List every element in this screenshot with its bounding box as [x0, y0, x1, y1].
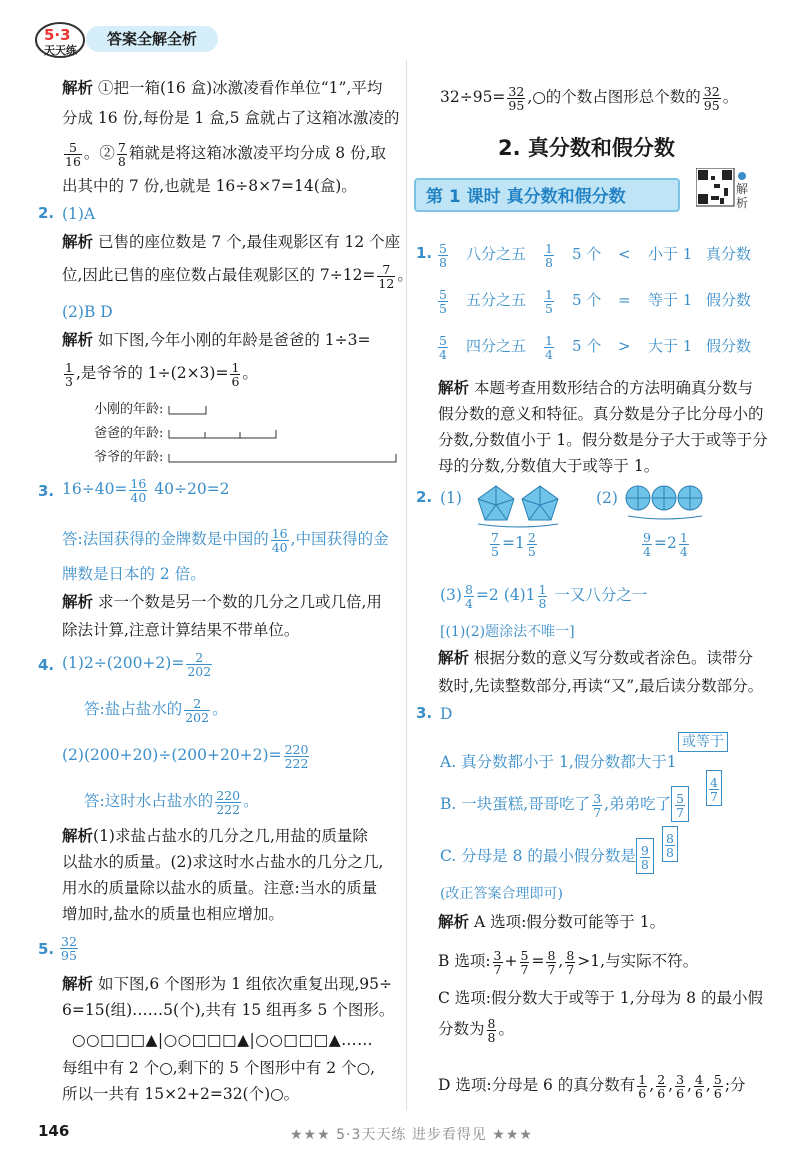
page-number: 146: [38, 1122, 70, 1140]
svg-text:天天练: 天天练: [44, 44, 77, 57]
q3-analysis-line2: B 选项: $\frac{3}{7}$ + $\frac{5}{7}$ = $\frac{8}{7}$ , $\frac{8}{7}$ >1,与实际不符。: [438, 947, 699, 977]
q3-option-a-correction: 或等于: [678, 732, 728, 752]
question-number: 4.: [38, 656, 55, 674]
fraction-kind: 假分数: [706, 291, 752, 309]
question-number: 3.: [38, 482, 55, 500]
q2-part2-answer: $\frac{9}{4}$ =2 $\frac{1}{4}$: [643, 529, 688, 559]
question-number: 5.: [38, 940, 55, 958]
lesson-title-bar: 第 1 课时 真分数和假分数: [414, 178, 680, 212]
unit-count: 5 个: [572, 337, 602, 355]
footer-slogan: ★★★ 5·3天天练 进步看得见 ★★★: [290, 1127, 533, 1143]
brand-logo: [34, 18, 86, 60]
fraction: $\frac{5}{5}$: [439, 286, 447, 316]
header-badge: 答案全解全析: [86, 26, 218, 52]
q1-analysis-line3: 分数,分数值小于 1。假分数是分子大于或等于分: [438, 431, 768, 449]
unit-count: 5 个: [572, 291, 602, 309]
q3-note: (改正答案合理即可): [440, 886, 563, 902]
q4-answer-2: (2)(200+20)÷(200+20+2)= $\frac{220}{222}$: [62, 741, 309, 771]
question-number: 2.: [416, 488, 433, 506]
fraction-reading: 八分之五: [466, 245, 527, 263]
q1-analysis-line1: 解析 ①把一箱(16 盒)冰激凌看作单位“1”,平均: [62, 79, 383, 97]
fraction: $\frac{2}{6}$: [657, 1071, 666, 1101]
q3-option-b: B. 一块蛋糕,哥哥吃了 $\frac{3}{7}$ ,弟弟吃了 $\frac{5}{7}$: [440, 786, 689, 822]
comparison-sign: <: [618, 245, 631, 263]
q2-analysis-line3: 解析 如下图,今年小刚的年龄是爸爸的 1÷3=: [62, 331, 371, 349]
pentagon-figures: [474, 482, 566, 532]
q2-part3-4-answer: (3) $\frac{8}{4}$ =2 (4)1 $\frac{1}{8}$ 一又八分之一: [440, 581, 648, 611]
q4-analysis-line4: 增加时,盐水的质量也相应增加。: [62, 905, 284, 923]
fraction: $\frac{3}{6}$: [676, 1071, 685, 1101]
circle-figures: [624, 484, 720, 528]
unit-fraction: $\frac{1}{8}$: [545, 240, 553, 270]
q2-part1-label: (1): [440, 489, 462, 507]
age-diagram: 小刚的年龄: 爸爸的年龄: 爷爷的年龄:: [94, 398, 398, 470]
fraction-kind: 假分数: [706, 337, 752, 355]
q2-analysis-line2: 位,因此已售的座位数占最佳观影区的 7÷12= $\frac{7}{12}$ 。: [62, 261, 413, 291]
q2-part1-answer: $\frac{7}{5}$ =1 $\frac{2}{5}$: [491, 529, 536, 559]
q5-answer: $\frac{32}{95}$: [61, 933, 77, 963]
shape-sequence: ○○□□□▲|○○□□□▲|○○□□□▲……: [72, 1031, 374, 1049]
fraction: $\frac{4}{6}$: [694, 1071, 703, 1101]
q4-answer-sentence-2: 答:这时水占盐水的 $\frac{220}{222}$ 。: [84, 787, 259, 817]
column-divider: [406, 60, 407, 1110]
fraction: $\frac{1}{6}$: [638, 1071, 647, 1101]
qr-label: 解析: [736, 182, 749, 210]
q3-analysis-line4: 分数为 $\frac{8}{8}$ 。: [438, 1015, 514, 1045]
unit-count: 5 个: [572, 245, 602, 263]
q3-option-b-correction: $\frac{4}{7}$: [706, 770, 722, 806]
q4-answer-sentence-1: 答:盐占盐水的 $\frac{2}{202}$ 。: [84, 695, 228, 725]
q2-analysis-line4: $\frac{1}{3}$ ,是爷爷的 1÷(2×3)= $\frac{1}{6}$ 。: [65, 359, 258, 389]
fraction: $\frac{5}{8}$: [439, 240, 447, 270]
q4-analysis-line2: 以盐水的质量。(2)求这时水占盐水的几分之几,: [62, 853, 384, 871]
q3-answer-sentence-1: 答:法国获得的金牌数是中国的 $\frac{16}{40}$ ,中国获得的金: [62, 525, 389, 555]
q2-analysis-line1: 解析 根据分数的意义写分数或者涂色。读带分: [438, 649, 753, 667]
wrong-fraction: $\frac{5}{7}$: [676, 790, 685, 820]
q5-analysis-line2: 6=15(组)……5(个),共有 15 组再多 5 个图形。: [62, 1001, 395, 1019]
fraction: $\frac{5}{4}$: [439, 332, 447, 362]
question-number: 1.: [416, 244, 433, 262]
q3-option-c: C. 分母是 8 的最小假分数是 $\frac{9}{8}$: [440, 838, 654, 874]
question-number: 3.: [416, 704, 433, 722]
fraction: $\frac{7}{8}$: [117, 139, 126, 169]
fraction: $\frac{5}{16}$: [65, 139, 81, 169]
q2-part2-label: (2): [596, 489, 618, 507]
relation-to-one: 小于 1: [648, 245, 693, 263]
q3-option-a: A. 真分数都小于 1,假分数都大于1: [440, 753, 677, 771]
q3-analysis-line1: 解析 求一个数是另一个数的几分之几或几倍,用: [62, 593, 382, 611]
q5-analysis-line1: 解析 如下图,6 个图形为 1 组依次重复出现,95÷: [62, 975, 393, 993]
q1-analysis-line1: 解析 本题考查用数形结合的方法明确真分数与: [438, 379, 753, 397]
q3-analysis-line3: C 选项:假分数大于或等于 1,分母为 8 的最小假: [438, 989, 763, 1007]
q4-analysis-line3: 用水的质量除以盐水的质量。注意:当水的质量: [62, 879, 378, 897]
q3-answer: 16÷40= $\frac{16}{40}$ 40÷20=2: [62, 475, 230, 505]
q2-note: [(1)(2)题涂法不唯一]: [440, 624, 575, 640]
q3-analysis-line2: 除法计算,注意计算结果不带单位。: [62, 621, 300, 639]
relation-to-one: 大于 1: [648, 337, 693, 355]
q1-analysis-line2: 假分数的意义和特征。真分数是分子比分母小的: [438, 405, 764, 423]
q1-analysis-line3: $\frac{5}{16}$ 。② $\frac{7}{8}$ 箱就是将这箱冰激凌平均分成 8 份,取: [65, 139, 387, 169]
comparison-sign: =: [618, 291, 631, 309]
q1-analysis-line4: 母的分数,分数值大于或等于 1。: [438, 457, 660, 475]
fraction-reading: 五分之五: [466, 291, 527, 309]
q2-answer-2: (2)B D: [62, 303, 113, 321]
q5-continued: 32÷95= $\frac{32}{95}$ ,○的个数占图形总个数的 $\frac{32}{95}$ 。: [440, 83, 739, 113]
q3-answer: D: [440, 705, 453, 723]
q2-analysis-line1: 解析 已售的座位数是 7 个,最佳观影区有 12 个座: [62, 233, 401, 251]
q3-analysis-line5: D 选项:分母是 6 的真分数有 $\frac{1}{6}$ , $\frac{2}{6}$ , $\frac{3}{6}$ , $\frac{4}{6}$ , $\frac{5}{6}$ ;分: [438, 1071, 746, 1101]
relation-to-one: 等于 1: [648, 291, 693, 309]
q5-analysis-line3: 每组中有 2 个○,剩下的 5 个图形中有 2 个○,: [62, 1059, 376, 1077]
unit-fraction: $\frac{1}{5}$: [545, 286, 553, 316]
q5-analysis-line4: 所以一共有 15×2+2=32(个)○。: [62, 1085, 300, 1103]
qr-code-icon[interactable]: [696, 168, 748, 220]
q1-analysis-line4: 出其中的 7 份,也就是 16÷8×7=14(盒)。: [62, 177, 357, 195]
q1-row: [436, 234, 766, 274]
fraction-kind: 真分数: [706, 245, 752, 263]
q1-analysis-line2: 分成 16 份,每份是 1 盒,5 盒就占了这箱冰激凌的: [62, 109, 400, 127]
q3-answer-sentence-2: 牌数是日本的 2 倍。: [62, 565, 206, 583]
q2-analysis-line2: 数时,先读整数部分,再读“又”,最后读分数部分。: [438, 677, 764, 695]
q3-analysis-line1: 解析 A 选项:假分数可能等于 1。: [438, 913, 666, 931]
q3-option-c-correction: $\frac{8}{8}$: [662, 826, 678, 862]
q1-row: [436, 280, 766, 320]
comparison-sign: >: [618, 337, 631, 355]
fraction: $\frac{5}{6}$: [713, 1071, 722, 1101]
unit-fraction: $\frac{1}{4}$: [545, 332, 553, 362]
q4-analysis-line1: 解析(1)求盐占盐水的几分之几,用盐的质量除: [62, 827, 368, 845]
question-number: 2.: [38, 204, 55, 222]
q2-answer-1: (1)A: [62, 205, 96, 223]
fraction-reading: 四分之五: [466, 337, 527, 355]
q1-row: [436, 326, 766, 366]
wrong-fraction: $\frac{9}{8}$: [640, 842, 649, 872]
svg-text:5·3: 5·3: [44, 26, 71, 44]
q4-answer-1: (1)2÷(200+2)= $\frac{2}{202}$: [62, 649, 212, 679]
section-title: 2. 真分数和假分数: [498, 136, 675, 160]
